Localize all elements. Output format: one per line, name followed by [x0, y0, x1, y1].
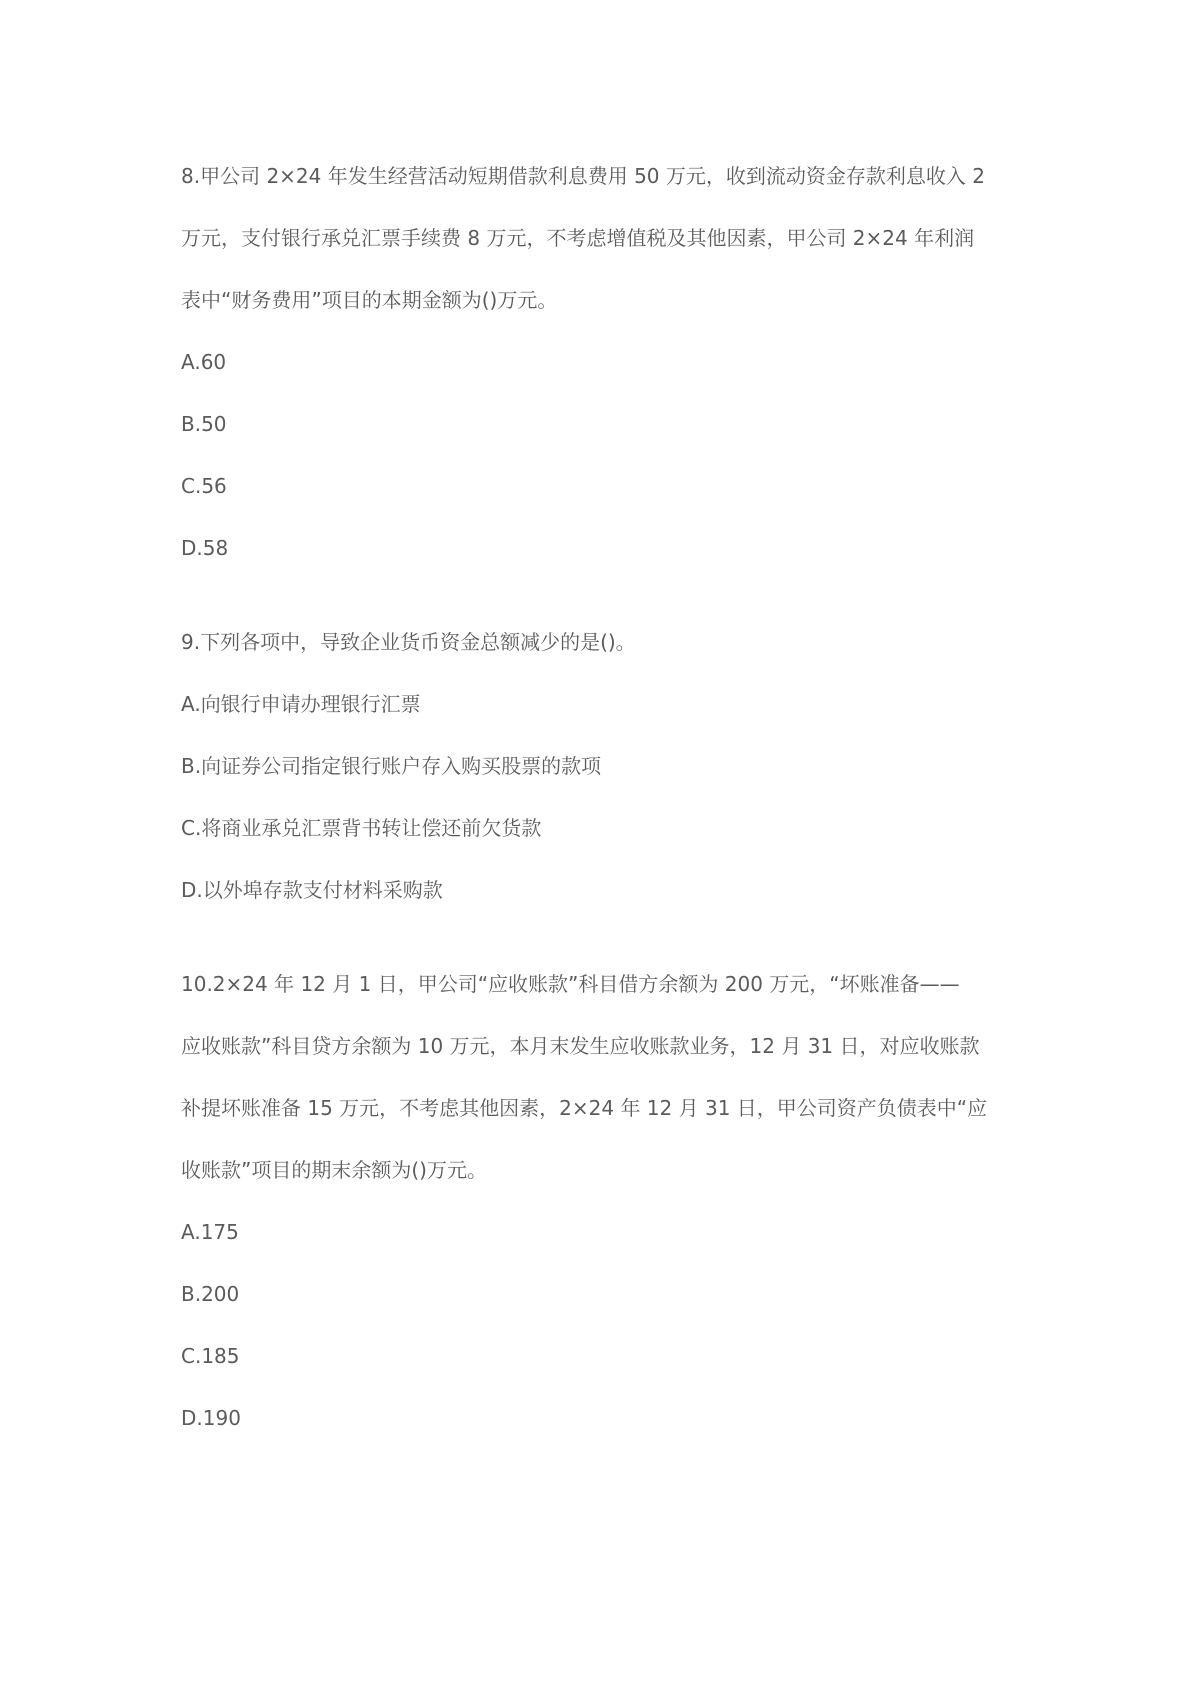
option-d: D.58	[181, 536, 229, 560]
option-b: B.向证券公司指定银行账户存入购买股票的款项	[181, 754, 602, 778]
question-stem-line: 8.甲公司 2×24 年发生经营活动短期借款利息费用 50 万元，收到流动资金存款利息收入 2	[181, 164, 985, 188]
option-d: D.190	[181, 1406, 241, 1430]
option-b: B.200	[181, 1282, 240, 1306]
option-a: A.向银行申请办理银行汇票	[181, 692, 421, 716]
option-c: C.56	[181, 474, 227, 498]
option-b: B.50	[181, 412, 227, 436]
question-stem-line: 应收账款”科目贷方余额为 10 万元，本月末发生应收账款业务，12 月 31 日，对应收账款	[181, 1034, 980, 1058]
question-stem-line: 收账款”项目的期末余额为()万元。	[181, 1158, 487, 1182]
question-stem-line: 10.2×24 年 12 月 1 日，甲公司“应收账款”科目借方余额为 200 万元，“坏账准备——	[181, 972, 960, 996]
question-stem-line: 9.下列各项中，导致企业货币资金总额减少的是()。	[181, 630, 636, 654]
option-c: C.185	[181, 1344, 240, 1368]
question-stem-line: 万元，支付银行承兑汇票手续费 8 万元，不考虑增值税及其他因素，甲公司 2×24 年利润	[181, 226, 975, 250]
question-stem-line: 表中“财务费用”项目的本期金额为()万元。	[181, 288, 558, 312]
option-d: D.以外埠存款支付材料采购款	[181, 878, 443, 902]
option-a: A.175	[181, 1220, 239, 1244]
option-c: C.将商业承兑汇票背书转让偿还前欠货款	[181, 816, 542, 840]
question-stem-line: 补提坏账准备 15 万元，不考虑其他因素，2×24 年 12 月 31 日，甲公司资产负债表中“应	[181, 1096, 988, 1120]
option-a: A.60	[181, 350, 227, 374]
